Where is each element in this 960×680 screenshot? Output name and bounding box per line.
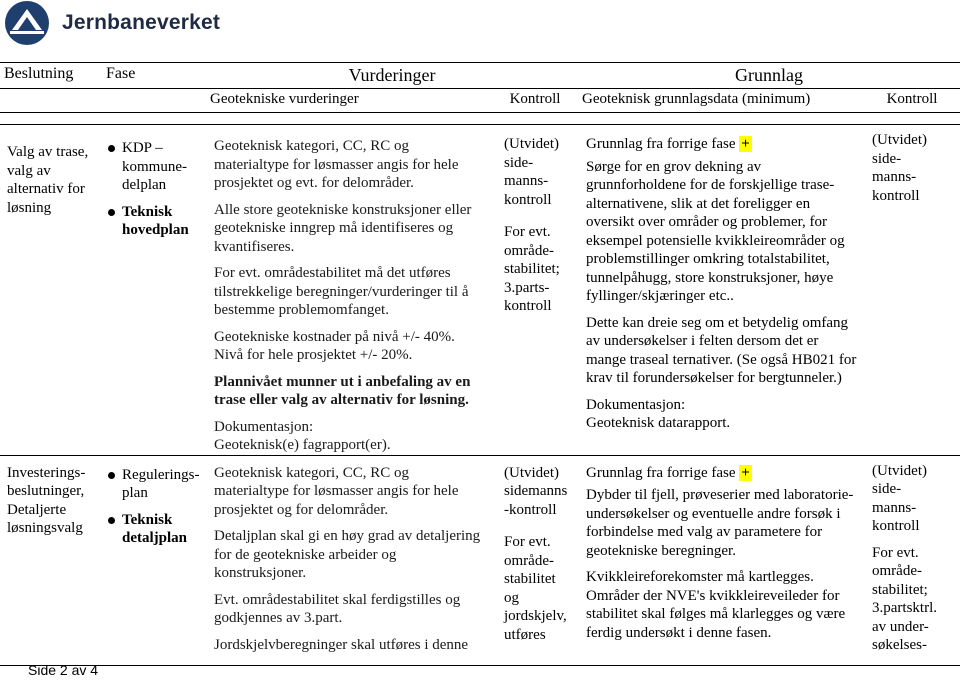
vurdering-text: For evt. områdestabilitet må det utføres tilstrekkelige beregninger/vurderinger til å bestemme problemomfanget. <box>214 265 469 318</box>
grunnlag-text: Dybder til fjell, prøveserier med laboratorie-undersøkelser og eventuelle andre forsøk i forbindelse med valg av parametere for geotekniske beregninger. <box>586 487 854 559</box>
kontroll-line: stabilitet <box>504 571 556 587</box>
vurderinger-cell <box>206 455 492 665</box>
header-beslutning: Beslutning <box>0 63 102 89</box>
kontroll-line: For evt. <box>504 534 551 550</box>
fase-cell <box>102 125 206 456</box>
kontroll-line: 3.parts- <box>504 279 550 296</box>
kontroll-line: område- <box>504 242 554 259</box>
grunnlag-text: Dette kan dreie seg om et betydelig omfang av undersøkelser i felten dersom det er mange traseal ternativer. (Se også HB021 for krav til forundersøkelser for bergtunneler.) <box>586 314 857 386</box>
kontroll-line: (Utvidet) <box>504 136 559 152</box>
plus-marker: + <box>741 136 750 152</box>
kontroll-cell <box>864 125 960 456</box>
fase-cell <box>102 455 206 665</box>
header-grunnlagsdata: Geoteknisk grunnlagsdata (minimum) <box>578 89 864 113</box>
beslutning-cell: Valg av trase, valg av alternativ for løsning <box>0 125 102 456</box>
jernbaneverket-logo-icon <box>4 0 50 46</box>
grunnlag-cell <box>578 455 864 665</box>
kontroll-line: manns- <box>504 173 549 189</box>
vurdering-text: Detaljplan skal gi en høy grad av detaljering for de geotekniske arbeider og konstruksjoner. <box>214 528 481 581</box>
doc-value: Geoteknisk(e) fagrapport(er). <box>214 437 391 453</box>
vurdering-conclusion: Plannivået munner ut i anbefaling av en trase eller valg av alternativ for løsning. <box>214 373 471 408</box>
kontroll-line: manns- <box>872 499 917 516</box>
doc-label: Dokumentasjon: <box>214 418 314 435</box>
kontroll-line: stabilitet; <box>504 261 560 277</box>
kontroll-line: side- <box>872 150 902 167</box>
header-geotekniske-vurderinger: Geotekniske vurderinger <box>206 89 492 113</box>
table-row <box>0 125 960 456</box>
grunnlag-cell <box>578 125 864 456</box>
kontroll-line: av under- <box>872 618 929 635</box>
fase-item: Regulerings- plan <box>106 466 204 503</box>
header-kontroll-vurderinger: Kontroll <box>492 89 578 113</box>
kontroll-line: og <box>504 589 519 606</box>
grunnlag-text: Sørge for en grov dekning av grunnforholdene for de forskjellige trase-alternativene, slik at det foreligger en oversikt over områder og problemer, for eksempel potensielle kvikkleireområder og problemstillinger omkring totalstabilitet, tunnelpåhugg, store konstruksjoner, høye fyllinger/skjæringer etc.. <box>586 158 845 304</box>
grunnlag-lead: Grunnlag fra forrige fase <box>586 136 736 152</box>
kontroll-line: område- <box>504 552 554 569</box>
grunnlag-text: Kvikkleireforekomster må kartlegges. Områder der NVE's kvikkleireveileder for stabilitet skal følges må klarlegges og være ferdig undersøkt i denne fasen. <box>586 569 846 641</box>
header-grunnlag: Grunnlag <box>578 63 960 89</box>
doc-value: Geoteknisk datarapport. <box>586 415 731 431</box>
kontroll-line: -kontroll <box>504 501 557 518</box>
brand-name: Jernbaneverket <box>62 11 221 34</box>
header-fase: Fase <box>102 63 206 89</box>
grunnlag-lead: Grunnlag fra forrige fase <box>586 464 736 481</box>
kontroll-cell <box>864 455 960 665</box>
kontroll-line: kontroll <box>872 518 920 534</box>
table-row <box>0 455 960 665</box>
kontroll-line: (Utvidet) <box>872 132 927 148</box>
vurdering-text: Alle store geotekniske konstruksjoner eller geotekniske inngrep må identifiseres og kvantifiseres. <box>214 201 472 255</box>
plus-marker: + <box>741 464 750 481</box>
kontroll-line: (Utvidet) <box>872 462 927 479</box>
kontroll-line: kontroll <box>504 191 552 208</box>
kontroll-line: jordskjelv, <box>504 608 567 624</box>
fase-item: Teknisk hovedplan <box>106 203 204 240</box>
vurdering-text: Geoteknisk kategori, CC, RC og materialtype for løsmasser angis for hele prosjektet og evt. for delområder. <box>214 138 459 191</box>
kontroll-cell <box>492 455 578 665</box>
kontroll-line: sidemanns <box>504 483 568 499</box>
fase-item: KDP – kommune- delplan <box>106 139 204 195</box>
kontroll-line: For evt. <box>872 544 919 561</box>
logo <box>4 0 220 46</box>
kontroll-cell <box>492 125 578 456</box>
kontroll-line: (Utvidet) <box>504 464 559 481</box>
kontroll-line: side- <box>872 481 902 497</box>
kontroll-line: kontroll <box>504 298 552 314</box>
vurdering-text: Geoteknisk kategori, CC, RC og materialtype for løsmasser angis for hele prosjektet og for delområder. <box>214 464 459 518</box>
kontroll-line: søkelses- <box>872 637 928 653</box>
kontroll-line: stabilitet; <box>872 581 928 598</box>
vurdering-text: Evt. områdestabilitet skal ferdigstilles og godkjennes av 3.part. <box>214 591 461 626</box>
kontroll-line: manns- <box>872 169 917 185</box>
kontroll-line: område- <box>872 563 922 579</box>
fase-item: Teknisk detaljplan <box>106 511 204 548</box>
kontroll-line: For evt. <box>504 224 551 240</box>
header-vurderinger: Vurderinger <box>206 63 578 89</box>
vurdering-text: Jordskjelvberegninger skal utføres i denne <box>214 636 469 653</box>
header-kontroll-grunnlag: Kontroll <box>864 89 960 113</box>
kontroll-line: utføres <box>504 626 546 643</box>
page-number: Side 2 av 4 <box>28 662 99 678</box>
doc-label: Dokumentasjon: <box>586 396 686 413</box>
vurderinger-cell <box>206 125 492 456</box>
beslutning-cell: Investerings- beslutninger, Detaljerte løsningsvalg <box>0 455 102 665</box>
kontroll-line: 3.partsktrl. <box>872 600 938 616</box>
kontroll-line: side- <box>504 154 534 171</box>
requirements-table <box>0 62 960 666</box>
kontroll-line: kontroll <box>872 187 920 204</box>
vurdering-text: Geotekniske kostnader på nivå +/- 40%. Nivå for hele prosjektet +/- 20%. <box>214 328 455 363</box>
